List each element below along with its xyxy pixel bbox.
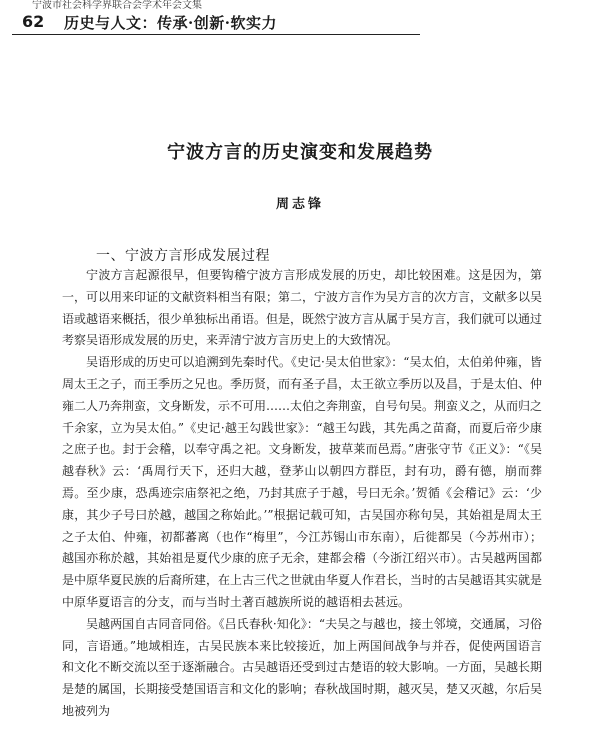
section-heading: 一、宁波方言形成发展过程 [96,248,270,264]
running-head: 宁波市社会科学界联合会学术年会文集 [32,0,202,11]
header-rule [12,34,420,35]
article-author: 周志锋 [275,197,324,212]
paragraph: 吴越两国自古同音同俗。《吕氏春秋·知化》：“夫吴之与越也，接土邻境，交通属，习俗同，言语通。”地域相连，古吴民族本来比较接近，加上两国间战争与并吞，促使两国语言和文化不断交流以至于逐渐融合。古吴越语还受到过古楚语的较大影响。一方面，吴越长期是楚的属国，长期接受楚国语言和文化的影响；春秋战国时期，越灭吴，楚又灭越，尔后吴地被列为 [62,616,543,718]
paragraph: 吴语形成的历史可以追溯到先秦时代。《史记·吴太伯世家》：“吴太伯，太伯弟仲雍，皆周太王之子，而王季历之兄也。季历贤，而有圣子昌，太王欲立季历以及昌，于是太伯、仲雍二人乃奔荆蛮，文身断发，示不可用……太伯之奔荆蛮，自号句吴。荆蛮义之，从而归之千余家，立为吴太伯。”《史记·越王勾践世家》：“越王勾践，其先禹之苗裔，而夏后帝少康之庶子也。封于会稽，以奉守禹之祀。文身断发，披草莱而邑焉。”唐张守节《正义》：“《吴越春秋》云：‘禹周行天下，还归大越，登茅山以朝四方群臣，封有功，爵有德，崩而葬焉。至少康，恐禹迹宗庙祭祀之绝，乃封其庶子于越，号曰无余。’贺循《会稽记》云：‘少康，其少子号曰於越，越国之称始此。’”根据记载可知，古吴国亦称句吴，其始祖是周太王之子太伯、仲雍，初都蕃离（也作“梅里”，今江苏锡山市东南），后徙都吴（今苏州市）；越国亦称於越，其始祖是夏代少康的庶子无余，建都会稽（今浙江绍兴市）。古吴越两国都是中原华夏民族的后裔所建，在上古三代之世就由华夏人作君长，当时的古吴越语其实就是中原华夏语言的分支，而与当时土著百越族所说的越语相去甚远。 [62,355,543,609]
body-text [62,265,542,723]
series-title: 历史与人文：传承·创新·软实力 [64,14,277,32]
paragraph: 宁波方言起源很早，但要钩稽宁波方言形成发展的历史，却比较困难。这是因为，第一，可以用来印证的文献资料相当有限；第二，宁波方言作为吴方言的次方言，文献多以吴语或越语来概括，很少单独标出甬语。但是，既然宁波方言从属于吴方言，我们就可以通过考察吴语形成发展的历史，来弄清宁波方言历史上的大致情况。 [62,268,543,348]
article-title: 宁波方言的历史演变和发展趋势 [167,142,433,163]
page-number: 62 [22,12,45,31]
